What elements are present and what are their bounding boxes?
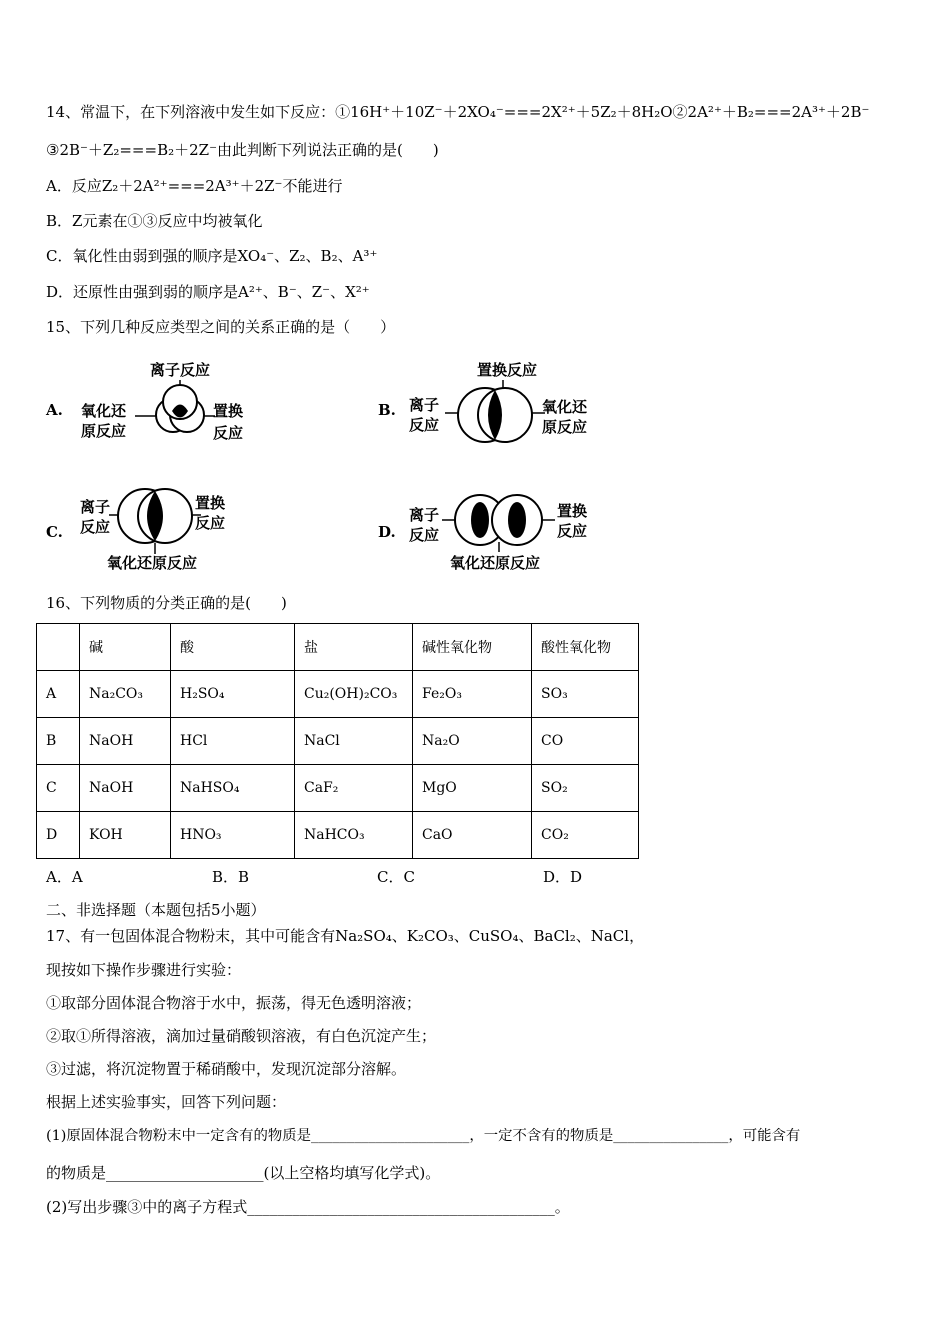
table-cell: NaOH [80, 718, 171, 765]
table-cell: B [37, 718, 80, 765]
q17-part2: (2)写出步骤③中的离子方程式_________________________________________。 [46, 1198, 570, 1216]
q15-letter-a: A. [46, 401, 63, 419]
table-row [37, 765, 639, 812]
label-ionic-1: 离子 [80, 498, 111, 516]
table-header-cell: 碱 [80, 624, 171, 671]
q17-step2: ②取①所得溶液，滴加过量硝酸钡溶液，有白色沉淀产生； [46, 1027, 437, 1045]
q15-diagram-b [405, 358, 605, 448]
table-cell: Na₂CO₃ [80, 671, 171, 718]
q15-diagram-d [405, 482, 605, 574]
table-cell: Cu₂(OH)₂CO₃ [295, 671, 413, 718]
table-row [37, 812, 639, 859]
table-cell: CaF₂ [295, 765, 413, 812]
table-cell: HCl [171, 718, 295, 765]
table-cell: SO₃ [532, 671, 639, 718]
q14-stem-line1: 14、常温下，在下列溶液中发生如下反应：①16H⁺＋10Z⁻＋2XO₄⁻===2X²⁺＋5Z₂＋8H₂O②2A²⁺＋B₂===2A³⁺＋2B⁻ [46, 103, 870, 121]
table-cell: MgO [413, 765, 532, 812]
q16-answer-a: A．A [46, 868, 83, 886]
table-header-cell [37, 624, 80, 671]
q16-stem: 16、下列物质的分类正确的是( ) [46, 594, 287, 612]
table-cell: CO₂ [532, 812, 639, 859]
q17-part1-line2: 的物质是_____________________(以上空格均填写化学式)。 [46, 1164, 441, 1182]
label-disp-2: 反应 [195, 514, 226, 532]
label-redox: 氧化还原反应 [450, 554, 541, 572]
q17-part1-line1: (1)原固体混合物粉末中一定含有的物质是______________________，一定不含有的物质是________________，可能含有 [46, 1128, 801, 1144]
table-cell: KOH [80, 812, 171, 859]
label-ionic-2: 反应 [409, 526, 440, 544]
table-cell: Fe₂O₃ [413, 671, 532, 718]
label-disp-2: 反应 [557, 522, 588, 540]
table-cell: D [37, 812, 80, 859]
q14-option-b: B．Z元素在①③反应中均被氧化 [46, 212, 263, 230]
q14-stem-line2: ③2B⁻＋Z₂===B₂＋2Z⁻由此判断下列说法正确的是( ) [46, 141, 439, 159]
table-cell: NaHSO₄ [171, 765, 295, 812]
label-ionic: 离子反应 [150, 361, 211, 379]
table-header-row [37, 624, 639, 671]
label-redox-1: 氧化还 [542, 398, 588, 416]
q17-step1: ①取部分固体混合物溶于水中，振荡，得无色透明溶液； [46, 994, 422, 1012]
table-cell: H₂SO₄ [171, 671, 295, 718]
label-ionic-2: 反应 [80, 518, 111, 536]
table-header-cell: 碱性氧化物 [413, 624, 532, 671]
table-cell: HNO₃ [171, 812, 295, 859]
label-ionic-1: 离子 [409, 396, 440, 414]
table-cell: NaCl [295, 718, 413, 765]
label-redox-1: 氧化还 [81, 402, 127, 420]
label-disp-1: 置换 [557, 502, 588, 520]
table-cell: CaO [413, 812, 532, 859]
q15-stem: 15、下列几种反应类型之间的关系正确的是（ ） [46, 318, 396, 336]
q17-stem-line1: 17、有一包固体混合物粉末，其中可能含有Na₂SO₄、K₂CO₃、CuSO₄、BaCl₂、NaCl， [46, 927, 645, 945]
label-ionic-2: 反应 [409, 416, 440, 434]
q17-step3: ③过滤，将沉淀物置于稀硝酸中，发现沉淀部分溶解。 [46, 1060, 407, 1078]
label-redox: 氧化还原反应 [107, 554, 198, 572]
q17-prompt: 根据上述实验事实，回答下列问题： [46, 1093, 287, 1111]
q15-letter-d: D. [378, 523, 396, 541]
q15-diagram-a [75, 358, 255, 448]
table-cell: CO [532, 718, 639, 765]
table-header-cell: 盐 [295, 624, 413, 671]
table-row [37, 671, 639, 718]
q16-answer-d: D．D [543, 868, 583, 886]
label-redox-2: 原反应 [542, 418, 588, 436]
q16-answer-b: B．B [212, 868, 250, 886]
table-row [37, 718, 639, 765]
q14-option-a: A．反应Z₂＋2A²⁺===2A³⁺＋2Z⁻不能进行 [46, 177, 343, 195]
label-redox-2: 原反应 [81, 422, 127, 440]
q14-option-c: C．氧化性由弱到强的顺序是XO₄⁻、Z₂、B₂、A³⁺ [46, 247, 378, 265]
classification-table [36, 623, 639, 859]
table-cell: C [37, 765, 80, 812]
table-cell: NaHCO₃ [295, 812, 413, 859]
q15-letter-c: C. [46, 523, 63, 541]
table-cell: A [37, 671, 80, 718]
label-disp-1: 置换 [195, 494, 226, 512]
q15-letter-b: B. [378, 401, 396, 419]
table-cell: SO₂ [532, 765, 639, 812]
table-header-cell: 酸 [171, 624, 295, 671]
table-header-cell: 酸性氧化物 [532, 624, 639, 671]
section-heading: 二、非选择题（本题包括5小题） [46, 901, 266, 919]
label-displacement: 置换反应 [477, 361, 538, 379]
table-cell: Na₂O [413, 718, 532, 765]
q15-diagram-c [75, 482, 255, 574]
q17-stem-line2: 现按如下操作步骤进行实验： [46, 961, 242, 979]
label-disp-2: 反应 [213, 424, 244, 442]
label-ionic-1: 离子 [409, 506, 440, 524]
table-cell: NaOH [80, 765, 171, 812]
label-disp-1: 置换 [213, 402, 244, 420]
q16-answer-c: C．C [377, 868, 415, 886]
q14-option-d: D．还原性由强到弱的顺序是A²⁺、B⁻、Z⁻、X²⁺ [46, 283, 370, 301]
